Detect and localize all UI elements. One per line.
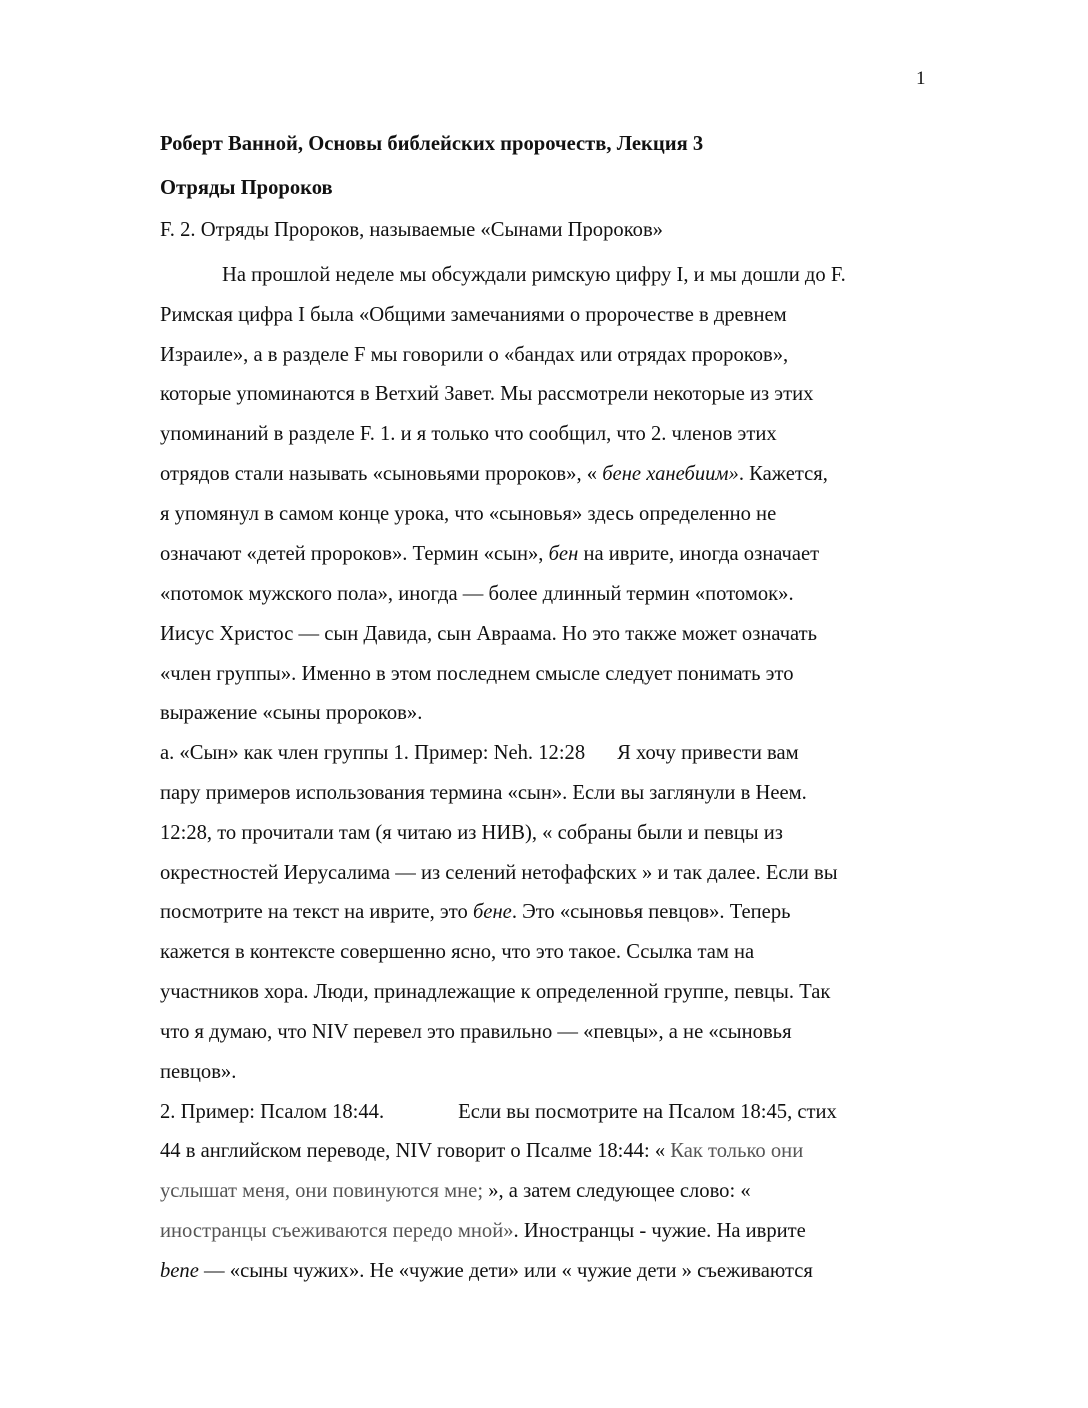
para1-line: «потомок мужского пола», иногда — более длинный термин «потомок».: [160, 583, 794, 605]
para1-line: «член группы». Именно в этом последнем смысле следует понимать это: [160, 663, 794, 685]
example1-label: a. «Сын» как член группы 1. Пример: Neh. 12:28: [160, 742, 586, 764]
scripture-quote: Как только они: [670, 1140, 804, 1162]
para1-line: я упомянул в самом конце урока, что «сыновья» здесь определенно не: [160, 503, 777, 525]
section-heading: F. 2. Отряды Пророков, называемые «Сынами Пророков»: [160, 219, 663, 241]
example1-line: окрестностей Иерусалима — из селений нетофафских » и так далее. Если вы: [160, 862, 838, 884]
example2-first-line: [160, 1099, 837, 1125]
hebrew-term: бене ханебиим»: [602, 463, 739, 485]
example2-line: [160, 1258, 813, 1284]
para1-line: Римская цифра I была «Общими замечаниями о пророчестве в древнем: [160, 304, 787, 326]
example1-first-line: [160, 740, 799, 766]
text-run: Если вы посмотрите на Псалом 18:45, стих: [458, 1101, 837, 1123]
example2-label: 2. Пример: Псалом 18:44.: [160, 1101, 385, 1123]
para1-line: выражение «сыны пророков».: [160, 702, 423, 724]
text-run: . Кажется,: [738, 463, 828, 485]
text-run: — «сыны чужих». Не «чужие дети» или « чужие дети » съеживаются: [198, 1260, 813, 1282]
text-run: на иврите, иногда означает: [578, 543, 820, 565]
para1-line: [160, 461, 828, 487]
text-run: означают «детей пророков». Термин «сын»,: [160, 543, 549, 565]
example2-line: [160, 1178, 751, 1204]
para1-line: На прошлой неделе мы обсуждали римскую цифру I, и мы дошли до F.: [222, 264, 846, 286]
text-run: . Иностранцы - чужие. На иврите: [513, 1220, 806, 1242]
example1-line: что я думаю, что NIV перевел это правильно — «певцы», а не «сыновья: [160, 1021, 792, 1043]
example1-line: участников хора. Люди, принадлежащие к определенной группе, певцы. Так: [160, 981, 831, 1003]
hebrew-term: бене: [472, 901, 512, 923]
example1-line: кажется в контексте совершенно ясно, что это такое. Ссылка там на: [160, 941, 755, 963]
text-run: 44 в английском переводе, NIV говорит о Псалме 18:44: «: [160, 1140, 671, 1162]
para1-line: которые упоминаются в Ветхий Завет. Мы рассмотрели некоторые из этих: [160, 383, 814, 405]
scripture-quote: услышат меня, они повинуются мне;: [160, 1180, 484, 1202]
example1-line: [160, 899, 791, 925]
text-run: отрядов стали называть «сыновьями пророков», «: [160, 463, 603, 485]
text-run: посмотрите на текст на иврите, это: [160, 901, 473, 923]
hebrew-term: bene: [160, 1260, 199, 1282]
text-run: Я хочу привести вам: [617, 742, 799, 764]
example1-line: певцов».: [160, 1061, 237, 1083]
para1-line: [160, 541, 819, 567]
example2-line: [160, 1218, 806, 1244]
example2-line: [160, 1138, 803, 1164]
para1-line: упоминаний в разделе F. 1. и я только что сообщил, что 2. членов этих: [160, 423, 777, 445]
document-subtitle: Отряды Пророков: [160, 177, 333, 199]
document-title: Роберт Ванной, Основы библейских пророчеств, Лекция 3: [160, 133, 704, 155]
para1-line: Израиле», а в разделе F мы говорили о «бандах или отрядах пророков»,: [160, 344, 789, 366]
text-run: . Это «сыновья певцов». Теперь: [511, 901, 791, 923]
text-run: », а затем следующее слово: «: [483, 1180, 751, 1202]
page-number: 1: [916, 68, 926, 89]
hebrew-term: бен: [548, 543, 579, 565]
example1-line: 12:28, то прочитали там (я читаю из НИВ), « собраны были и певцы из: [160, 822, 783, 844]
example1-line: пару примеров использования термина «сын». Если вы заглянули в Неем.: [160, 782, 807, 804]
scripture-quote: иностранцы съеживаются передо мной»: [160, 1220, 514, 1242]
para1-line: Иисус Христос — сын Давида, сын Авраама. Но это также может означать: [160, 623, 818, 645]
